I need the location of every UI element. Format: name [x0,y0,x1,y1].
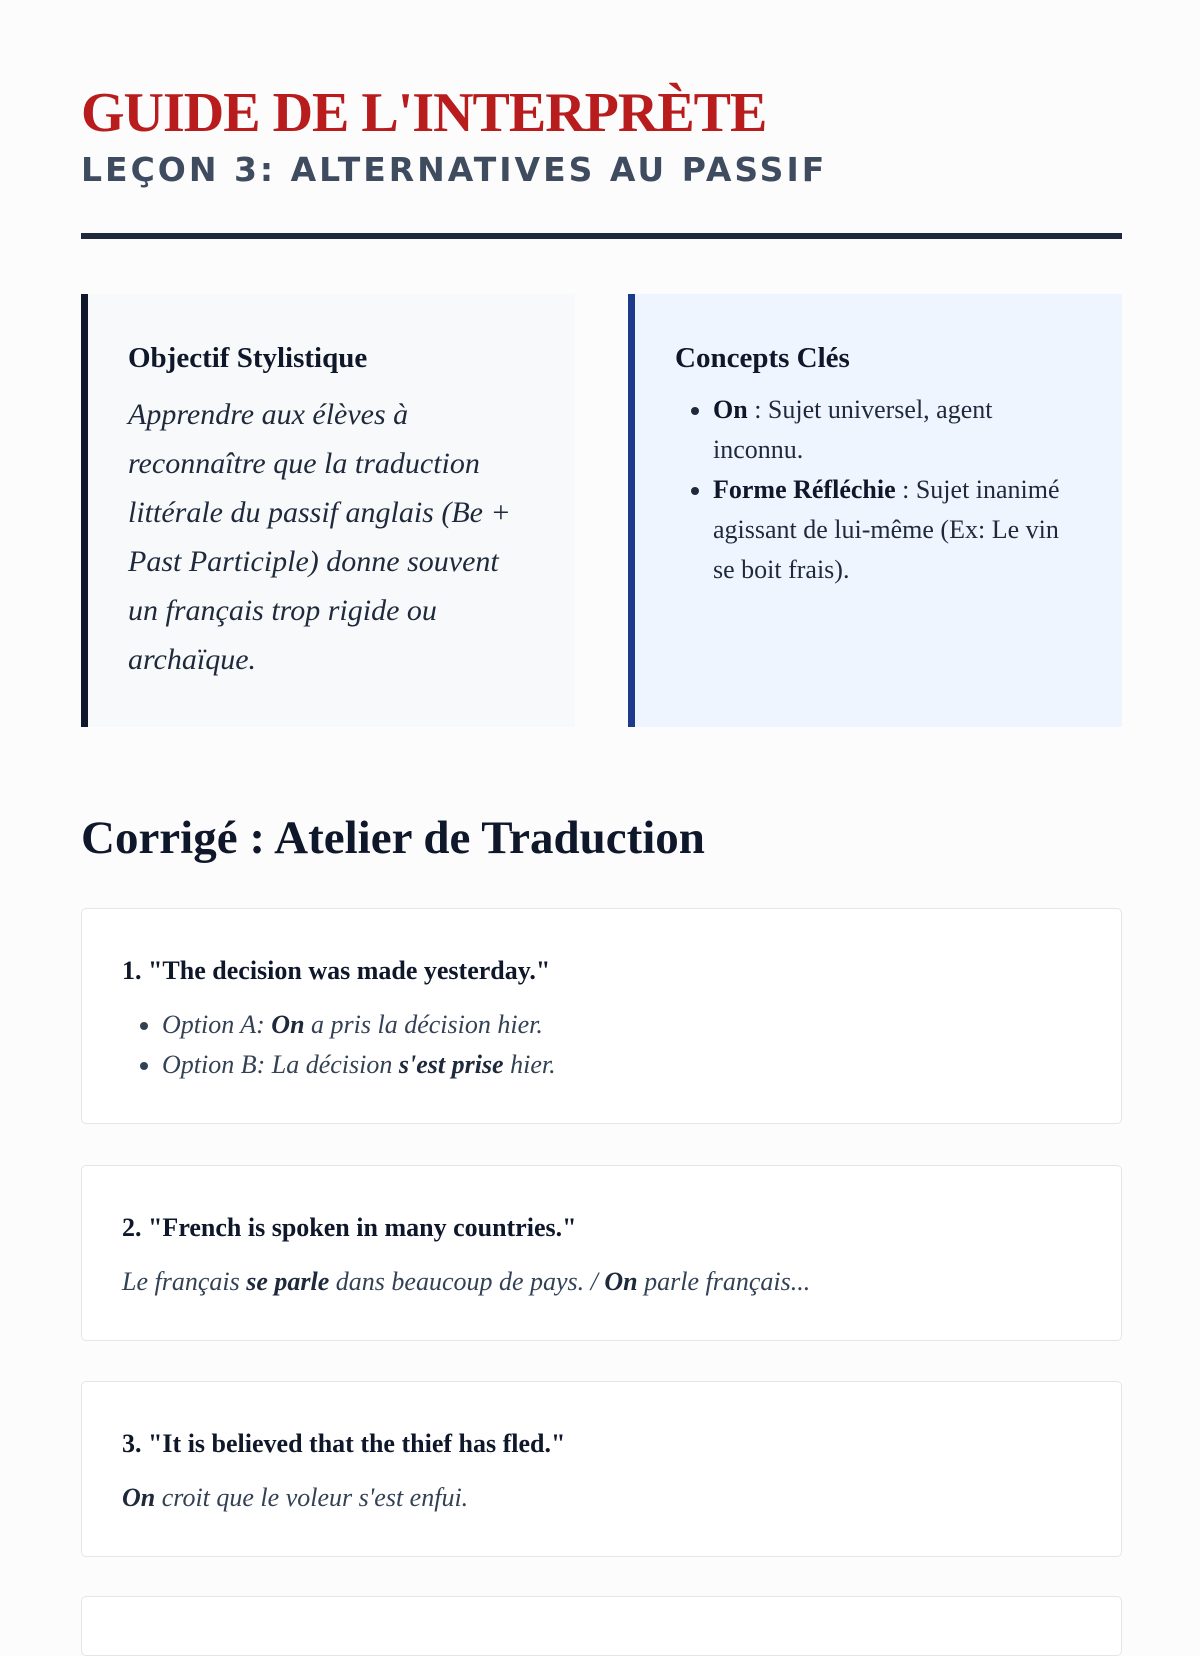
option-highlight: s'est prise [398,1050,504,1079]
exercise-card [81,908,1122,1124]
concepts-card [628,294,1122,727]
concept-desc: : Sujet universel, agent inconnu. [713,395,993,464]
exercise-card [81,1165,1122,1341]
concept-item [713,390,1082,470]
lesson-subtitle: LEÇON 3: ALTERNATIVES AU PASSIF [81,150,828,189]
exercise-card [81,1381,1122,1557]
answer-highlight: se parle [246,1267,330,1296]
page-title: GUIDE DE L'INTERPRÈTE [81,82,767,144]
concept-term: On [713,395,748,424]
option-text: a pris la décision hier. [304,1010,543,1039]
exercise-prompt: 3. "It is believed that the thief has fled." [122,1429,566,1458]
exercise-options [122,1005,1081,1085]
answer-text: parle français... [637,1267,811,1296]
concept-desc: : Sujet inanimé agissant de lui-même (Ex: Le vin se boit frais). [713,475,1060,584]
option-text: Option A: [162,1010,272,1039]
concepts-list [675,390,1082,590]
option-text: Option B: La décision [162,1050,399,1079]
concepts-heading: Concepts Clés [675,342,850,374]
option-text: hier. [503,1050,556,1079]
objective-text: Apprendre aux élèves à reconnaître que la traduction littérale du passif anglais (Be + Past Participle) donne souvent un français trop rigide ou archaïque. [128,398,511,676]
header-divider [81,233,1122,239]
option-highlight: On [271,1010,305,1039]
concept-term: Forme Réfléchie [713,475,896,504]
answer-text: Le français [122,1267,247,1296]
option-item [162,1045,1081,1085]
objective-card [81,294,575,727]
exercise-answer [122,1478,1081,1518]
exercise-card [81,1596,1122,1656]
option-item [162,1005,1081,1045]
exercise-prompt: 1. "The decision was made yesterday." [122,956,551,985]
objective-heading: Objectif Stylistique [128,342,368,374]
answer-text: croit que le voleur s'est enfui. [155,1483,469,1512]
answer-highlight: On [122,1483,156,1512]
section-title: Corrigé : Atelier de Traduction [81,812,705,864]
concept-item [713,470,1082,590]
exercise-prompt: 2. "French is spoken in many countries." [122,1213,577,1242]
answer-highlight: On [604,1267,638,1296]
answer-text: dans beaucoup de pays. / [329,1267,605,1296]
exercise-answer [122,1262,1081,1302]
